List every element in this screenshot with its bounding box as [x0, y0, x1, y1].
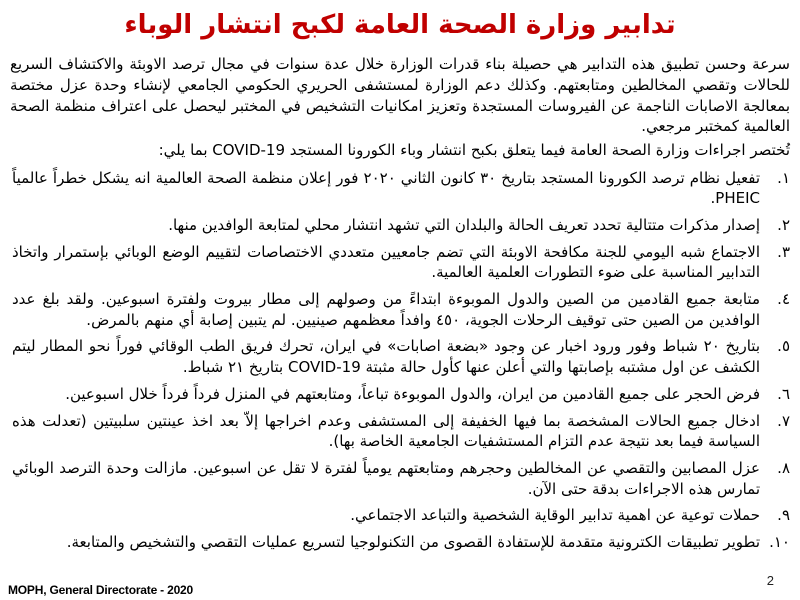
list-item-text: عزل المصابين والتقصي عن المخالطين وحجرهم ومتابعتهم يومياً لفترة لا تقل عن اسبوعين. مازالت وحدة الترصد الوبائي تمارس هذه الاجراءات بدقة حتى الآن.: [12, 458, 760, 498]
slide-title: تدابير وزارة الصحة العامة لكبح انتشار الوباء: [124, 10, 676, 40]
list-item: [10, 289, 790, 330]
list-item-text: بتاريخ ٢٠ شباط وفور ورود اخبار عن وجود «بضعة اصابات» في ايران، تحرك فريق الطب الوقائي فوراً نحو المطار ليتم الكشف عن اول مشتبه بإصابتها والتي أعلن عنها كأول حالة مثبتة COVID-19 بتاريخ ٢١ شباط.: [12, 337, 761, 377]
page-number: 2: [766, 573, 774, 588]
list-item-number: ٧.: [777, 411, 790, 430]
list-item-number: ٥.: [777, 337, 790, 356]
list-item: [10, 242, 790, 283]
list-item-number: ١٠.: [769, 532, 790, 551]
list-item-number: ٣.: [777, 242, 790, 261]
list-item: [10, 384, 790, 405]
list-item: [10, 336, 790, 377]
list-item: [10, 215, 790, 236]
list-item-text: متابعة جميع القادمين من الصين والدول الموبوءة ابتداءً من وصولهم إلى مطار بيروت ولفترة اسبوعين. ولقد بلغ عدد الوافدين من الصين حتى توقيف الرحلات الجوية، ٤٥٠ وافداً معظمهم صينيين. لم يتبين إصابة أي منهم بالمرض.: [12, 290, 760, 329]
list-item-text: ادخال جميع الحالات المشخصة بما فيها الخفيفة إلى المستشفى وعدم اخراجها إلاّ بعد اخذ عينتين سلبيتين (تعدلت هذه السياسة فيما بعد نتيجة عدم التزام المستشفيات الجامعية الخاصة بها).: [12, 411, 760, 451]
measures-list: [10, 168, 790, 553]
list-item-number: ٤.: [777, 290, 790, 309]
list-item-text: تطوير تطبيقات الكترونية متقدمة للإستفادة القصوى من التكنولوجيا لتسريع عمليات التقصي والتشخيص والمتابعة.: [66, 532, 760, 551]
list-item-text: تفعيل نظام ترصد الكورونا المستجد بتاريخ ٣٠ كانون الثاني ٢٠٢٠ فور إعلان منظمة الصحة العالمية انه يشكل خطراً عالمياً PHEIC.: [12, 168, 761, 208]
list-item-text: الاجتماع شبه اليومي للجنة مكافحة الاوبئة التي تضم جامعيين متعددي الاختصاصات لتقييم الوضع الوبائي بإستمرار واتخاذ التدابير المناسبة على ضوء التطورات العلمية العالمية.: [12, 242, 760, 282]
list-item: [10, 168, 790, 209]
list-item: [10, 458, 790, 499]
list-intro: تُختصر اجراءات وزارة الصحة العامة فيما يتعلق بكبح انتشار وباء الكورونا المستجد COVID-19 بما يلي:: [158, 140, 790, 159]
list-item: [10, 532, 790, 553]
list-item: [10, 411, 790, 452]
list-item: [10, 505, 790, 526]
list-item-number: ٩.: [777, 506, 790, 525]
list-item-number: ١.: [777, 168, 790, 187]
list-item-number: ٦.: [777, 384, 790, 403]
list-item-number: ٢.: [777, 216, 790, 234]
list-item-text: حملات توعية عن اهمية تدابير الوقاية الشخصية والتباعد الاجتماعي.: [350, 506, 760, 525]
footer-credit: MOPH, General Directorate - 2020: [8, 583, 194, 597]
list-item-text: فرض الحجر على جميع القادمين من ايران، والدول الموبوءة تباعاً، ومتابعتهم في المنزل فرداً فرداً خلال اسبوعين.: [65, 384, 760, 403]
intro-paragraph: سرعة وحسن تطبيق هذه التدابير هي حصيلة بناء قدرات الوزارة خلال عدة سنوات في مجال ترصد الاوبئة والاكتشاف السريع للحالات وتقصي المخالطين ومتابعتهم. وكذلك دعم الوزارة لمستشفى الحريري الحكومي الجامعي لإنشاء وحدة عزل مختصة بمعالجة الاصابات الناجمة عن الفيروسات المستجدة وتعزيز امكانيات التشخيص في المختبر ليحصل على اعتراف منظمة الصحة العالمية كمختبر مرجعي.: [10, 55, 790, 136]
slide-content: [10, 54, 790, 552]
list-item-text: إصدار مذكرات متتالية تحدد تعريف الحالة والبلدان التي تشهد انتشار محلي لمتابعة الوافدين منها.: [168, 216, 760, 234]
list-item-number: ٨.: [777, 458, 790, 477]
